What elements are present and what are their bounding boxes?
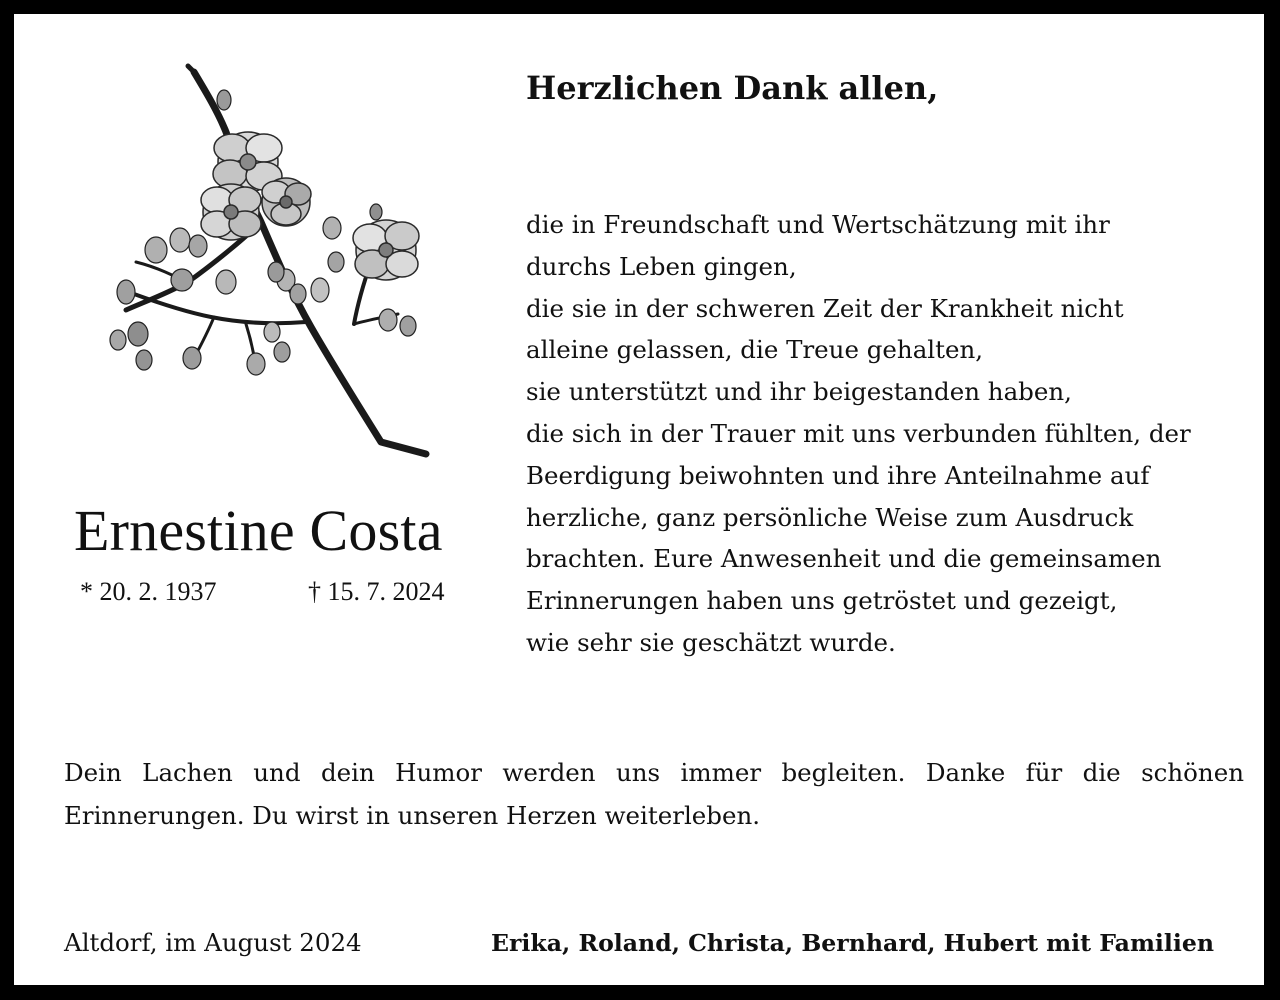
thanks-line: herzliche, ganz persönliche Weise zum Ausdruck	[526, 502, 1134, 532]
thanks-line: die sich in der Trauer mit uns verbunden fühlten, der	[526, 418, 1191, 448]
thanks-line: Erinnerungen haben uns getröstet und gezeigt,	[526, 586, 1118, 616]
cherry-blossom-branch-icon	[96, 62, 436, 462]
death-date: † 15. 7. 2024	[308, 577, 445, 606]
thanks-line: brachten. Eure Anwesenheit und die gemeinsamen	[526, 544, 1162, 574]
closing-paragraph: Dein Lachen und dein Humor werden uns immer begleiten. Danke für die schönen Erinnerungen. Du wirst in unseren Herzen weiterleben.	[64, 758, 1244, 830]
thanks-paragraph	[526, 204, 1246, 664]
birth-date: * 20. 2. 1937	[80, 577, 217, 606]
thanks-line: die sie in der schweren Zeit der Krankheit nicht	[526, 293, 1124, 323]
thanks-line: Beerdigung beiwohnten und ihre Anteilnahme auf	[526, 460, 1150, 490]
thanks-line: sie unterstützt und ihr beigestanden haben,	[526, 377, 1072, 407]
thanks-line: die in Freundschaft und Wertschätzung mit ihr	[526, 210, 1110, 239]
thanks-line: wie sehr sie geschätzt wurde.	[526, 627, 896, 657]
thanks-heading: Herzlichen Dank allen,	[526, 69, 939, 107]
signatories: Erika, Roland, Christa, Bernhard, Hubert mit Familien	[491, 929, 1214, 957]
deceased-name: Ernestine Costa	[74, 498, 443, 563]
thanks-line: durchs Leben gingen,	[526, 251, 797, 281]
thanks-line: alleine gelassen, die Treue gehalten,	[526, 335, 984, 365]
place-and-date: Altdorf, im August 2024	[64, 928, 362, 957]
